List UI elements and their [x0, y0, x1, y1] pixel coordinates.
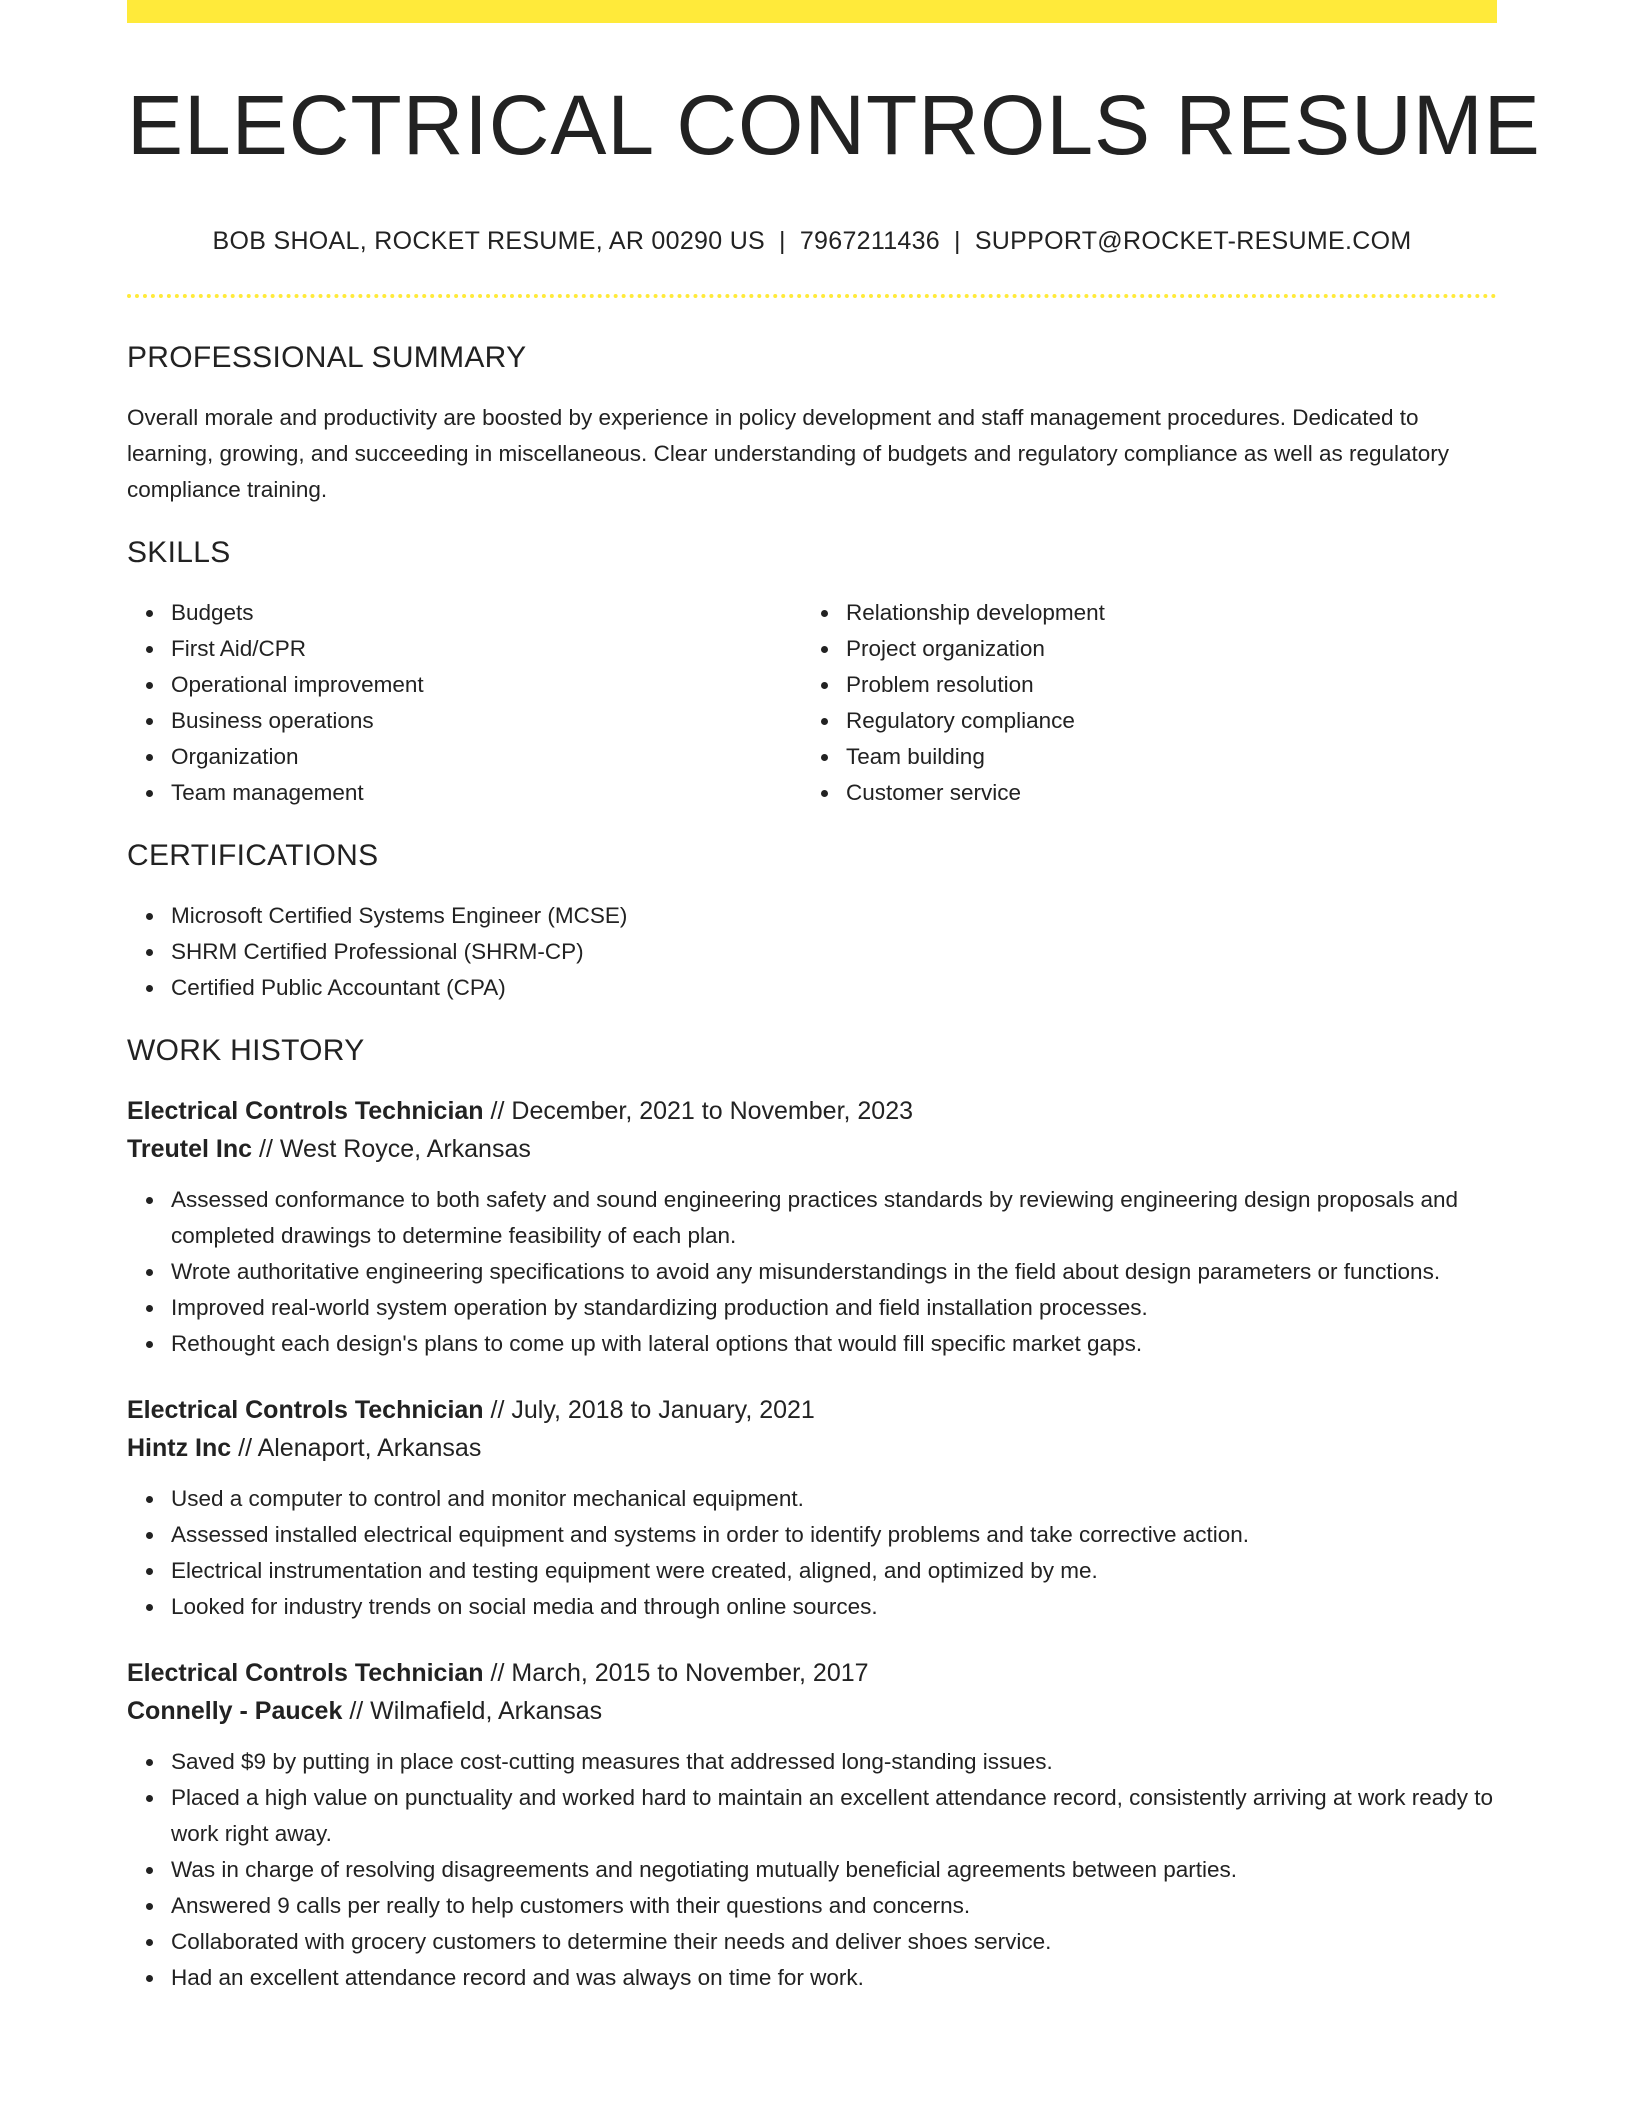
job-title: Electrical Controls Technician: [127, 1659, 484, 1687]
resume-page: [127, 0, 1541, 1996]
job-bullets: [127, 1744, 1497, 1996]
skill-item: Operational improvement: [171, 667, 802, 703]
job-bullet: Collaborated with grocery customers to determine their needs and deliver shoes service.: [171, 1924, 1497, 1960]
section-heading-certifications: CERTIFICATIONS: [127, 839, 379, 872]
skill-item: Relationship development: [846, 595, 1477, 631]
job-title-line: [127, 1391, 1497, 1429]
summary-section: [127, 341, 1497, 508]
job-entry: [127, 1092, 1497, 1362]
job-bullets: [127, 1481, 1497, 1625]
skills-list-left: [127, 595, 802, 811]
job-entry: [127, 1391, 1497, 1625]
job-dates: // July, 2018 to January, 2021: [490, 1396, 815, 1424]
section-heading-skills: SKILLS: [127, 536, 231, 569]
skill-item: Problem resolution: [846, 667, 1477, 703]
job-bullets: [127, 1182, 1497, 1362]
job-bullet: Placed a high value on punctuality and worked hard to maintain an excellent attendance record, consistently arriving at work ready to work right away.: [171, 1780, 1497, 1852]
resume-title: ELECTRICAL CONTROLS RESUME: [127, 78, 1541, 172]
work-history-section: [127, 1034, 1497, 1996]
job-bullet: Used a computer to control and monitor mechanical equipment.: [171, 1481, 1497, 1517]
section-heading-work-history: WORK HISTORY: [127, 1034, 365, 1067]
accent-top-bar: [127, 0, 1497, 23]
job-bullet: Saved $9 by putting in place cost-cutting measures that addressed long-standing issues.: [171, 1744, 1497, 1780]
skills-grid: [127, 595, 1497, 811]
job-location: // Wilmafield, Arkansas: [349, 1697, 603, 1725]
job-company: Hintz Inc: [127, 1434, 232, 1462]
skill-item: Regulatory compliance: [846, 703, 1477, 739]
job-dates: // March, 2015 to November, 2017: [490, 1659, 869, 1687]
job-bullet: Wrote authoritative engineering specifications to avoid any misunderstandings in the field about design parameters or functions.: [171, 1254, 1497, 1290]
job-bullet: Was in charge of resolving disagreements and negotiating mutually beneficial agreements between parties.: [171, 1852, 1497, 1888]
job-location: // West Royce, Arkansas: [259, 1135, 531, 1163]
job-title-line: [127, 1092, 1497, 1130]
job-dates: // December, 2021 to November, 2023: [490, 1097, 914, 1125]
skills-section: [127, 536, 1497, 811]
certification-item: Certified Public Accountant (CPA): [171, 970, 1497, 1006]
skill-item: Business operations: [171, 703, 802, 739]
skills-column-right: [802, 595, 1477, 811]
job-company-line: [127, 1692, 1497, 1730]
job-bullet: Assessed installed electrical equipment and systems in order to identify problems and take corrective action.: [171, 1517, 1497, 1553]
section-heading-summary: PROFESSIONAL SUMMARY: [127, 341, 527, 374]
contact-separator: |: [779, 227, 786, 255]
job-bullet: Improved real-world system operation by standardizing production and field installation processes.: [171, 1290, 1497, 1326]
job-company: Treutel Inc: [127, 1135, 253, 1163]
skill-item: Organization: [171, 739, 802, 775]
contact-email: SUPPORT@ROCKET-RESUME.COM: [974, 227, 1412, 255]
skill-item: Customer service: [846, 775, 1477, 811]
contact-separator: |: [954, 227, 961, 255]
certification-item: Microsoft Certified Systems Engineer (MCSE): [171, 898, 1497, 934]
contact-address: BOB SHOAL, ROCKET RESUME, AR 00290 US: [212, 227, 766, 255]
skill-item: Team building: [846, 739, 1477, 775]
skills-column-left: [127, 595, 802, 811]
job-location: // Alenaport, Arkansas: [238, 1434, 482, 1462]
job-title-line: [127, 1654, 1497, 1692]
certifications-section: [127, 839, 1497, 1006]
job-company-line: [127, 1130, 1497, 1168]
contact-phone: 7967211436: [799, 227, 941, 255]
skill-item: Project organization: [846, 631, 1477, 667]
certification-item: SHRM Certified Professional (SHRM-CP): [171, 934, 1497, 970]
job-company: Connelly - Paucek: [127, 1697, 343, 1725]
skills-list-right: [802, 595, 1477, 811]
job-bullet: Assessed conformance to both safety and sound engineering practices standards by reviewing engineering design proposals and completed drawings to determine feasibility of each plan.: [171, 1182, 1497, 1254]
job-title: Electrical Controls Technician: [127, 1396, 484, 1424]
certifications-list: [127, 898, 1497, 1006]
job-company-line: [127, 1429, 1497, 1467]
job-bullet: Rethought each design's plans to come up with lateral options that would fill specific market gaps.: [171, 1326, 1497, 1362]
job-bullet: Answered 9 calls per really to help customers with their questions and concerns.: [171, 1888, 1497, 1924]
skill-item: Budgets: [171, 595, 802, 631]
contact-line: [127, 227, 1497, 256]
dotted-divider: [127, 294, 1497, 298]
job-entry: [127, 1654, 1497, 1996]
job-title: Electrical Controls Technician: [127, 1097, 484, 1125]
skill-item: Team management: [171, 775, 802, 811]
job-bullet: Electrical instrumentation and testing equipment were created, aligned, and optimized by me.: [171, 1553, 1497, 1589]
job-bullet: Had an excellent attendance record and was always on time for work.: [171, 1960, 1497, 1996]
skill-item: First Aid/CPR: [171, 631, 802, 667]
job-bullet: Looked for industry trends on social media and through online sources.: [171, 1589, 1497, 1625]
summary-text: Overall morale and productivity are boosted by experience in policy development and staff management procedures. Dedicated to learning, growing, and succeeding in miscellaneous. Clear understanding of budgets and regulatory compliance as well as regulatory compliance training.: [127, 405, 1450, 502]
